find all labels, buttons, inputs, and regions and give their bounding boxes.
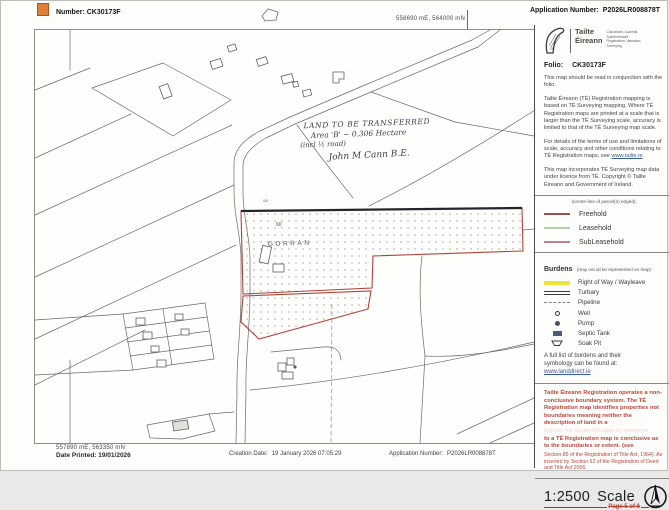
page-indicator-row [544, 504, 649, 510]
disclaimer-paragraph: Tailte Éireann Registration operates a non-conclusive boundary system. The TÉ Registration map identifies properties not boundaries meaning neither the description of land in a [544, 389, 662, 427]
registered-parcel [241, 208, 523, 339]
handwritten-annotation [300, 115, 489, 163]
legend-item-leasehold: Leasehold [544, 225, 663, 232]
divider [535, 252, 669, 253]
folio-row [544, 62, 663, 69]
scale-value: 1:2500 [544, 488, 591, 505]
small-structure-outline [261, 8, 281, 22]
burden-item-pipeline: Pipeline [544, 299, 663, 306]
building [294, 366, 296, 368]
divider [535, 478, 669, 479]
burden-item-soak-pit: Soak Pit [544, 340, 663, 347]
building [136, 318, 145, 325]
folio-value: CK30173F [572, 62, 606, 69]
map-canvas[interactable] [34, 29, 534, 444]
folio-number-header: Number: CK30173F [56, 9, 121, 16]
terms-paragraph: For details of the terms of use and limitations of scale, accuracy and other conditions relating to TÉ Registration maps, see www.tailte.ie. [544, 138, 662, 160]
divider [535, 383, 669, 384]
folio-label: Folio: [544, 62, 564, 69]
brand-name-line: Éireann [575, 35, 603, 45]
building [273, 264, 284, 272]
creation-date-label: Creation Date: [229, 451, 268, 457]
creation-date [229, 451, 341, 457]
scan-mark [37, 3, 49, 16]
annotation-line: LAND TO BE TRANSFERRED [303, 116, 431, 131]
copyright-paragraph: This map incorporates TÉ Surveying map data under licence from TÉ. Copyright © Tailte Éireann and Government of Ireland. [544, 166, 660, 188]
legend-caption: (centre-line of parcel(s) edged) [571, 198, 636, 204]
legend-item-subleasehold: SubLeasehold [544, 239, 663, 246]
building [282, 372, 293, 379]
parcel-mark-label: 0A [263, 198, 268, 203]
map-drawing [35, 30, 534, 443]
annotation-line: Area 'B' ~ 0.306 Hectare [310, 127, 407, 141]
burden-item-well: Well [544, 310, 663, 317]
burden-item-pump: Pump [544, 320, 663, 327]
building [157, 360, 166, 367]
application-number-value: P2026LR008878T [602, 7, 660, 14]
map-bottom-coordinates: 557890 mE, 563350 mN [56, 445, 126, 451]
building [159, 84, 172, 99]
building [287, 358, 294, 365]
brand-name-line: Tailte [575, 27, 595, 36]
pipeline-symbol [544, 302, 570, 303]
building [256, 57, 268, 67]
burdens-header: Burdens (may not all be represented on map) [544, 265, 651, 273]
building [151, 346, 159, 352]
septic-tank-symbol [553, 331, 562, 336]
application-number-header [530, 7, 660, 14]
page-number: Page 5 of 6 [608, 504, 640, 510]
building [302, 89, 311, 97]
note-paragraph: This map should be read in conjunction with the folio. [544, 75, 663, 89]
disclaimer-faded-line: register nor its identification by reference [544, 428, 649, 435]
subleasehold-line-swatch [544, 241, 570, 243]
brand-tagline: Clárúcháin, Luacháil, Suirbhéireacht Registration, Valuation, Surveying [606, 30, 642, 48]
application-number-label: Application Number: [529, 7, 599, 14]
freehold-line-swatch [544, 213, 570, 215]
brand-name [575, 28, 603, 45]
legend-item-freehold: Freehold [544, 211, 663, 218]
burden-item-right-of-way: Right of Way / Wayleave [544, 279, 663, 286]
burdens-footer: A full list of burdens and their symbology can be found at: www.landdirect.ie [544, 353, 622, 375]
footer-application-number [389, 451, 496, 457]
building [333, 72, 344, 83]
creation-date-value: 19 January 2026 07:05:29 [271, 451, 342, 457]
info-sidebar [534, 25, 669, 510]
leasehold-line-swatch [544, 227, 570, 229]
building [143, 332, 152, 339]
parcel-number-label: 60 [276, 222, 282, 228]
pump-symbol [555, 321, 560, 326]
right-of-way-symbol [544, 281, 570, 285]
building [227, 44, 236, 52]
header-tick [467, 10, 468, 29]
burden-item-septic-tank: Septic Tank [544, 330, 663, 337]
scale-label: Scale [597, 488, 635, 505]
annotation-line: (incl ½ road) [300, 140, 347, 150]
building [293, 81, 299, 87]
well-symbol [555, 311, 560, 316]
turbary-symbol [544, 291, 570, 295]
landdirect-link[interactable]: www.landdirect.ie [544, 369, 591, 375]
footer-application-value: P2026LR008878T [447, 451, 496, 457]
footer-application-label: Application Number: [389, 451, 444, 457]
date-printed: Date Printed: 19/01/2026 [56, 452, 131, 459]
map-top-coordinates: 558690 mE, 564000 mN [395, 16, 465, 22]
soak-pit-symbol [551, 340, 563, 347]
divider [535, 195, 669, 196]
brand-block [544, 28, 663, 55]
disclaimer-block [544, 390, 663, 472]
building [281, 74, 294, 85]
mapping-paragraph: Tailte Éireann (TÉ) Registration mapping is based on TÉ Surveying mapping. Where TÉ Registration maps are printed at a scale that is larger than the TÉ Surveying scale, accuracy is limited to that of the TÉ Surveying map scale. [544, 95, 661, 132]
building [210, 58, 223, 69]
brand-divider [570, 29, 571, 53]
burden-item-turbary: Turbary [544, 289, 663, 296]
disclaimer-citation: Section 85 of the Registration of Title Act, 1964). As inserted by Section 62 of the Registration of Deed and Title Act 2006. [544, 451, 663, 472]
disclaimer-paragraph: to a TÉ Registration map is conclusive as to the boundaries or extent. (see [544, 435, 659, 450]
annotation-signature: John M Cann B.E. [328, 148, 410, 163]
building [175, 314, 183, 320]
building [173, 420, 189, 431]
tailte-link[interactable]: www.tailte.ie [611, 153, 643, 160]
townland-label: GORRAN [267, 239, 312, 248]
building [278, 363, 286, 371]
harp-icon [544, 28, 566, 55]
building [181, 329, 189, 335]
